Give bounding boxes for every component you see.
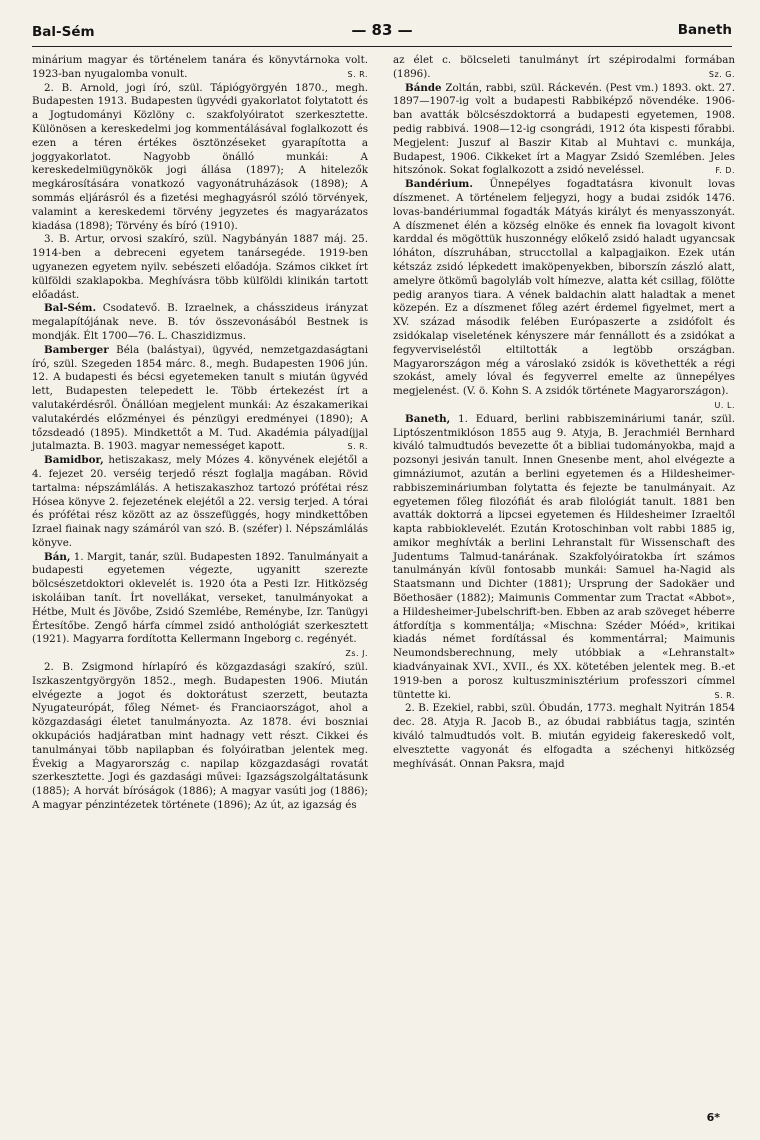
entry-text: 2. B. Arnold, jogi író, szül. Tápiógyörgyén 1870., megh. Budapesten 1913. Budapesten ügyvédi gyakorlatot folytatott és a Jogtudományi Közlöny c. szakfolyóiratot szerkesztette. Különösen a kereskedelmi jog kommentálásával foglalkozott és ezen a téren értékes ösztönzéseket gyarapította a joggyakorlatot. Nagyobb önálló munkái: A kereskedelmiügynökök jogi állása (1897); A hitelezők megkárosítására vonatkozó vagyonátruházások (1898); A sommás eljárásról és a fizetési meghagyásról szóló törvények, valamint a kereskedemi törvény jegyzetes és magyarázatos kiadása (1898); Törvény és bíró (1910). (32, 81, 368, 232)
entry-text: 2. B. Zsigmond hírlapíró és közgazdasági szakíró, szül. Iszkaszentgyörgyön 1852., megh. Budapesten 1906. Miután elvégezte a jogot és doktorátust szerzett, beutazta Nyugateurópát, főleg Német- és Franciaországot, ahol a közgazdasági életet tanulmányozta. Az 1878. évi boszniai okkupációs hadjáratban mint hadnagy vett részt. Cikkei és tanulmányai több napilapban és folyóiratban jelentek meg. Évekig a Magyarország c. napilap közgazdasági rovatát szerkesztette. Jogi és gazdasági művei: Igazságszolgáltatásunk (1885); A horvát bíróságok (1886); A magyar vasúti jog (1886); A magyar pénzintézetek története (1896); Az út, az igazság és (32, 661, 368, 812)
dictionary-entry (32, 344, 368, 454)
running-header (32, 20, 732, 47)
entry-headword: Bánde (405, 81, 442, 94)
dictionary-entry (32, 302, 368, 343)
dictionary-entry (32, 551, 368, 661)
entry-text: Ünnepélyes fogadtatásra kivonult lovas díszmenet. A történelem feljegyzi, hogy a budai zsidók 1476. lovas-bandériummal fogadták Mátyás királyt és menyasszonyát. A díszmenet élén a község elnöke és ennek fia lovagolt kivont karddal és mögöttük huszonnégy előkelő zsidó haladt ugyancsak lóháton, díszruhában, strucctollal a kalpagjaikon. Ezek után kétszáz zsidó lépkedett imaköpenyekben, biborszín zászló alatt, amelyre ötkömű bagolyláb volt hímezve, alatta két csillag, fölötte pedig aranyos tiara. A vének baldachin alatt haladtak a menet közepén. Ez a díszmenet főleg azért érdemel figyelmet, mert a XV. század második felében Európaszerte a zsidófolt és zsidókalap viseletének kényszere már fennállott és a zsidókat a fegyverviseléstől eltiltották a legtöbb országban. Magyarországon még a városlakó zsidók is követhették a régi szokást, amely lóval és fegyverrel emelte az ünnepélyes megjelenést. (V. ö. Kohn S. A zsidók története Magyarországon). (393, 178, 735, 398)
sub-entry (393, 702, 735, 771)
entry-text: az élet c. bölcseleti tanulmányt írt szépirodalmi formában (1896). (393, 54, 735, 80)
entry-text: Béla (balástyai), ügyvéd, nemzetgazdaságtani író, szül. Szegeden 1854 márc. 8., megh. Budapesten 1906 jún. 12. A budapesti és bécsi egyetemeken tanult s miután ügyvéd lett, Budapesten telepedett le. Több értekezést írt a valutakérdésről. Önállóan megjelent munkái: Az északamerikai valutakérdés előzményei és pénzügyi eredményei (1890); A tőzsdeadó (1895). Mindkettőt a M. Tud. Akadémia pályadíjjal jutalmazta. B. 1903. magyar nemességet kapott. (32, 343, 368, 453)
header-right-guide-word: Baneth (677, 22, 732, 38)
entry-headword: Bal-Sém. (44, 302, 97, 315)
continued-text (393, 54, 735, 82)
dictionary-entry (393, 413, 735, 703)
author-signature: Zs. J. (345, 649, 368, 659)
entry-text: Zoltán, rabbi, szül. Ráckevén. (Pest vm.) 1893. okt. 27. 1897—1907-ig volt a budapesti Rabbiképző növendéke. 1906-ban avatták bölcsészdoktorrá a budapesti egyetemen, 1908. pedig rabbivá. 1908—12-ig csongrádi, 1912 óta kispesti főrabbi. Megjelent: Juszuf al Baszir Kitab al Muhtavi c. munkája, Budapest, 1906. Cikkeket írt a Magyar Zsidó Szemlében. Jeles hitszónok. Sokat foglalkozott a zsidó neveléssel. (393, 81, 735, 177)
entry-headword: Bamidbor, (44, 454, 104, 467)
sub-entry (32, 82, 368, 234)
header-left-guide-word: Bal-Sém (32, 24, 95, 40)
entry-text: minárium magyar és történelem tanára és könyvtárnoka volt. 1923-ban nyugalomba vonult. (32, 54, 368, 80)
author-signature: S. R. (347, 69, 368, 79)
entry-text: 1. Eduard, berlini rabbiszemináriumi tanár, szül. Liptószentmiklóson 1855 aug 9. Atyja, B. Jerachmiél Bernhard kiváló talmudtudós bevezette őt a bibliai tudományokba, majd a pozsonyi jesiván tanult. Innen Gnesenbe ment, ahol elvégezte a gimnáziumot, azután a berlini egyetemen és a Hildesheimer-rabbiszemináriumban folytatta és fejezte be tanulmányait. Az egyetemen főleg filozófiát és arab filológiát tanult. 1881 ben avatták doktorrá a lipcsei egyetemen és Hildesheimer Izraeltől kapta rabbioklevelét. Ezután Krotoschinban volt rabbi 1885 ig, amikor meghívták a berlini Lehranstalt für Wissenschaft des Judentums Talmud-tanárának. Szakfolyóiratokba írt számos tanulmányán kívül fontosabb munkái: Samuel ha-Nagid als Staatsmann und Dichter (1881); Ursprung der Sadokäer und Böethosäer (1882); Maimunis Commentar zum Tractat «Abbot», a Hildesheimer-Jubelschrift-ben. Ebben az arab szöveget héberre átfordítja s kommentálja; «Mischna: Széder Móéd», kritikai kiadás német fordítással és kommentárral; Maimunis Neumondsberechnung, mely utóbbiak a «Lehranstalt» kiadványainak XVI., XVII., és XX. kötetében jelentek meg. B.-et 1919-ben a porosz kultuszminisztérium professzori címmel tüntette ki. (393, 412, 736, 701)
author-signature: Sz. G. (708, 69, 735, 79)
dictionary-entry (32, 454, 368, 551)
sub-entry (32, 661, 368, 813)
left-column (32, 54, 368, 813)
entry-text: 2. B. Ezekiel, rabbi, szül. Óbudán, 1773. meghalt Nyitrán 1854 dec. 28. Atyja R. Jacob B., az óbudai rabbiátus tagja, szintén kiváló talmudtudós volt. B. miután egyideig fakereskedő volt, elvesztette vagyonát és elfogadta a széchenyi hitközség meghívását. Onnan Paksra, majd (393, 702, 735, 770)
author-signature: S. R. (347, 442, 368, 452)
entry-text: hetiszakasz, mely Mózes 4. könyvének elejétől a 4. fejezet 20. verséig terjedő részt foglalja magában. Rövid tartalma: népszámlálás. A hetiszakaszhoz tartozó prófétai rész Hósea könyve 2. fejezetének elejétől a 22. versig terjed. A tórai és prófétai rész között az az összefüggés, hogy mindkettőben Izrael fiainak nagy számáról van szó. B. (széfer) l. Népszámlálás könyve. (32, 454, 368, 549)
sub-entry (32, 233, 368, 302)
entry-text: 3. B. Artur, orvosi szakíró, szül. Nagybányán 1887 máj. 25. 1914-ben a debreceni egyetem tanársegéde. 1919-ben ugyanezen egyetem nyilv. sebészeti előadója. Számos cikket írt külföldi szaklapokba. Meghívásra több külföldi klinikán tartott előadást. (32, 233, 368, 301)
entry-headword: Bamberger (44, 343, 109, 356)
entry-text: Csodatevő. B. Izraelnek, a chásszideus irányzat megalapítójának neve. B. tóv összevonásából Bestnek is mondják. Élt 1700—76. L. Chaszidizmus. (32, 302, 368, 342)
author-signature: S. R. (714, 690, 735, 700)
author-signature: F. D. (715, 166, 735, 176)
author-signature: U. L. (714, 400, 735, 410)
signature-mark: 6* (706, 1111, 720, 1124)
dictionary-entry (393, 178, 735, 413)
entry-headword: Bán, (44, 550, 71, 563)
entry-text: 1. Margit, tanár, szül. Budapesten 1892. Tanulmányait a budapesti egyetemen végezte, ugyanitt szerezte bölcsészetdoktori oklevelét is. 1920 óta a Pesti Izr. Hitközség iskoláiban tanít. Írt novellákat, verseket, tanulmányokat a Hétbe, Mult és Jövőbe, Zsidó Szemlébe, Reménybe, Izr. Tanügyi Értesítőbe. Zengő hárfa címmel zsidó anthológiát szerkesztett (1921). Magyarra fordította Kellermann Ingeborg c. regényét. (32, 550, 368, 646)
right-column (393, 54, 735, 771)
page-number: — 83 — (351, 21, 413, 39)
entry-headword: Bandérium. (405, 178, 473, 191)
continued-text (32, 54, 368, 82)
dictionary-entry (393, 82, 735, 179)
entry-headword: Baneth, (405, 412, 451, 425)
